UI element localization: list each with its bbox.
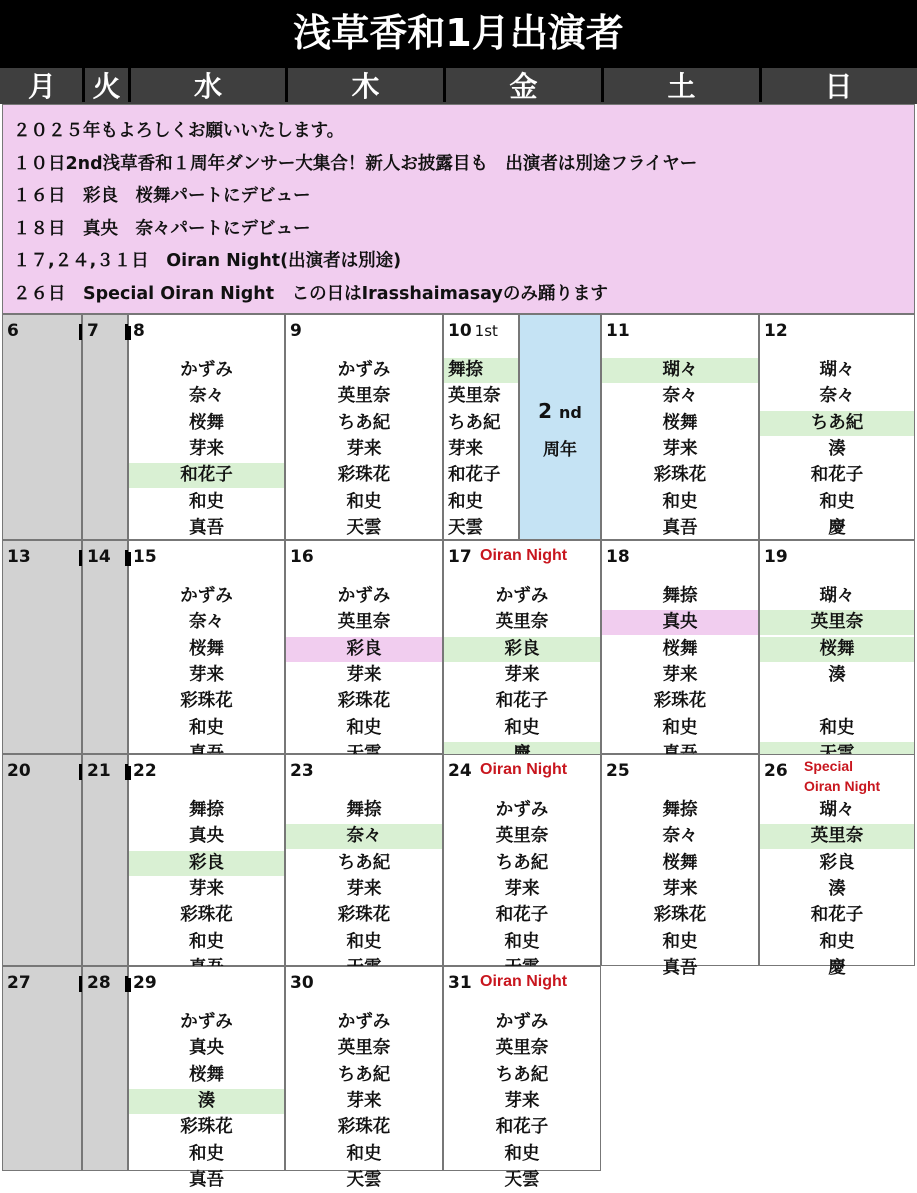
performer-name: 彩珠花 (337, 905, 391, 925)
performer-name: 瑚々 (602, 358, 758, 383)
day-number: 28 (87, 973, 111, 993)
day-number (448, 973, 472, 993)
performer-name: 瑚々 (819, 586, 855, 606)
performer-name: 芽来 (662, 665, 698, 685)
anniversary-label (520, 399, 600, 423)
weekday-thu: 木 (285, 68, 443, 102)
day-number (448, 547, 472, 567)
anniversary-cell (519, 314, 601, 540)
performer-name: 瑚々 (819, 360, 855, 380)
day-number (764, 761, 788, 781)
day-number (290, 761, 314, 781)
performer-name: 舞捺 (662, 800, 698, 820)
performer-name: 真央 (189, 826, 224, 846)
day-number-value: 29 (133, 973, 157, 993)
day-cell (285, 314, 443, 540)
announcement-line: ２６日 Special Oiran Night この日はIrasshaimasayのみ踊ります (13, 283, 608, 304)
performer-name: 和花子 (129, 463, 284, 488)
day-number-value: 17 (448, 547, 472, 567)
performer-name: 奈々 (662, 826, 698, 846)
performer-name: ちあ紀 (337, 1065, 391, 1085)
performer-name: 湊 (828, 439, 846, 459)
performer-name: かずみ (337, 360, 391, 380)
announcement-box (2, 104, 915, 314)
cell-divider (128, 326, 131, 340)
cell-divider (128, 766, 131, 780)
page-title: 浅草香和1月出演者 (0, 0, 917, 68)
day-cell (128, 966, 285, 1190)
performer-name: 英里奈 (337, 612, 391, 632)
day-number-value: 22 (133, 761, 157, 781)
anniversary-word: 周年 (543, 440, 577, 460)
performer-name: かずみ (337, 1012, 391, 1032)
day-number-value: 8 (133, 321, 145, 341)
weekday-sun: 日 (759, 68, 915, 102)
performer-name: 湊 (828, 879, 846, 899)
day-number-value: 19 (764, 547, 788, 567)
cell-divider (128, 978, 131, 992)
calendar-grid (0, 314, 917, 1190)
day-cell (443, 754, 601, 966)
performer-name: 英里奈 (760, 824, 914, 849)
performer-name: 和花子 (495, 905, 549, 925)
weekday-header (0, 68, 917, 104)
performer-name: かずみ (495, 800, 549, 820)
performer-name: 真吾 (662, 518, 698, 538)
day-number: 13 (7, 547, 31, 567)
performer-name: 英里奈 (495, 1038, 549, 1058)
performer-name: 彩珠花 (337, 691, 391, 711)
performer-name: 彩珠花 (180, 691, 233, 711)
performer-name: 桜舞 (189, 413, 224, 433)
day-number-value: 11 (606, 321, 630, 341)
performer-name: ちあ紀 (337, 413, 391, 433)
weekday-fri: 金 (443, 68, 601, 102)
day-number (290, 547, 314, 567)
performer-name: 英里奈 (495, 612, 549, 632)
performer-name: 天雲 (346, 518, 382, 538)
performer-name: 和史 (662, 932, 698, 952)
performer-name: 舞捺 (662, 586, 698, 606)
performer-name: 芽来 (346, 665, 382, 685)
day-cell (443, 540, 601, 754)
performer-name: 芽来 (662, 439, 698, 459)
performer-name: 芽来 (189, 665, 224, 685)
day-number-value: 30 (290, 973, 314, 993)
performer-name: 和史 (189, 1144, 224, 1164)
day-number (133, 547, 157, 567)
closed-day-cell (82, 314, 128, 540)
performer-name: 和史 (189, 932, 224, 952)
closed-day-cell (2, 314, 82, 540)
performer-name: 和史 (819, 718, 855, 738)
special-tag-line: Special (804, 758, 854, 774)
performer-name: 英里奈 (337, 386, 391, 406)
performer-name: 英里奈 (337, 1038, 391, 1058)
day-number (448, 321, 498, 341)
day-number (133, 761, 157, 781)
performer-name: 和史 (819, 932, 855, 952)
performer-name: 芽来 (346, 879, 382, 899)
day-number-value: 26 (764, 761, 788, 781)
special-oiran-night-tag (804, 756, 880, 796)
performer-name: 和花子 (448, 465, 501, 485)
oiran-night-tag: Oiran Night (480, 973, 568, 990)
day-cell (601, 754, 759, 978)
day-number: 6 (7, 321, 19, 341)
performer-name: 真吾 (189, 1170, 224, 1190)
day-number (133, 321, 145, 341)
performer-name: かずみ (180, 586, 233, 606)
day-number-value: 15 (133, 547, 157, 567)
performer-name: 奈々 (819, 386, 855, 406)
day-number-value: 25 (606, 761, 630, 781)
performer-name: 彩珠花 (653, 465, 707, 485)
day-number (290, 973, 314, 993)
day-number: 7 (87, 321, 99, 341)
day-subtitle: 1st (474, 322, 498, 340)
performer-name: 彩珠花 (337, 1117, 391, 1137)
day-number (606, 761, 630, 781)
performer-name: 和花子 (810, 905, 864, 925)
performer-name: 和史 (662, 492, 698, 512)
announcement-line: ２０２５年もよろしくお願いいたします。 (13, 121, 345, 141)
day-number-value: 23 (290, 761, 314, 781)
performer-name: 彩良 (129, 851, 284, 876)
performer-name: 桜舞 (662, 639, 698, 659)
closed-day-cell (82, 754, 128, 966)
performer-name: 和史 (504, 718, 540, 738)
performer-name: 和史 (189, 492, 224, 512)
performer-name: かずみ (180, 360, 233, 380)
performer-name: 和史 (346, 718, 382, 738)
day-number (606, 547, 630, 567)
weekday-mon: 月 (2, 68, 82, 102)
day-number-value: 16 (290, 547, 314, 567)
closed-day-cell (82, 540, 128, 754)
performer-name: 天雲 (346, 1170, 382, 1190)
performer-name: かずみ (495, 1012, 549, 1032)
performer-name: 和史 (662, 718, 698, 738)
day-cell (601, 314, 759, 540)
performer-name: 和史 (504, 1144, 540, 1164)
performer-name: 桜舞 (760, 637, 914, 662)
performer-name: 彩珠花 (180, 1117, 233, 1137)
performer-name: 彩珠花 (337, 465, 391, 485)
closed-day-cell (2, 540, 82, 754)
day-number: 20 (7, 761, 31, 781)
weekday-sat: 土 (601, 68, 759, 102)
performer-name: 彩珠花 (180, 905, 233, 925)
performer-name: 和史 (448, 492, 483, 512)
closed-day-cell (2, 754, 82, 966)
performer-name: かずみ (180, 1012, 233, 1032)
performer-name (760, 689, 914, 714)
performer-name: 奈々 (662, 386, 698, 406)
performer-name: かずみ (495, 586, 549, 606)
performer-name: 芽来 (189, 439, 224, 459)
day-cell (759, 540, 915, 754)
day-number-value: 9 (290, 321, 302, 341)
performer-name: ちあ紀 (495, 1065, 549, 1085)
performer-name: 和史 (504, 932, 540, 952)
performer-name: 真吾 (189, 518, 224, 538)
announcement-line: １０日2nd浅草香和１周年ダンサー大集合！新人お披露目も 出演者は別途フライヤー (13, 153, 698, 174)
performer-name: 瑚々 (819, 800, 855, 820)
day-cell (128, 314, 285, 540)
performer-name: 慶 (828, 518, 846, 538)
performer-name: ちあ紀 (337, 853, 391, 873)
performer-name: 彩珠花 (653, 905, 707, 925)
closed-day-cell (82, 966, 128, 1171)
performer-name: 和花子 (495, 691, 549, 711)
day-cell (285, 540, 443, 754)
performer-name: 和史 (819, 492, 855, 512)
performer-name: 真吾 (662, 958, 698, 978)
day-cell (443, 314, 519, 540)
announcement-line: １６日 彩良 桜舞パートにデビュー (13, 186, 311, 207)
day-number (290, 321, 302, 341)
performer-name: 舞捺 (189, 800, 224, 820)
performer-name: かずみ (337, 586, 391, 606)
day-cell (128, 754, 285, 966)
day-cell (443, 966, 601, 1190)
performer-name: 芽来 (504, 879, 540, 899)
performer-name: 和花子 (495, 1117, 549, 1137)
performer-name: 芽来 (504, 665, 540, 685)
performer-name: 和史 (346, 1144, 382, 1164)
performer-name: 湊 (828, 665, 846, 685)
announcement-line: １７,２４,３１日 Oiran Night(出演者は別途) (13, 251, 402, 272)
day-cell (285, 966, 443, 1190)
closed-day-cell (2, 966, 82, 1171)
performer-name: 和史 (346, 492, 382, 512)
anniversary-number: 2 (538, 399, 553, 423)
announcement-line: １８日 真央 奈々パートにデビュー (13, 218, 311, 239)
performer-name: 慶 (828, 958, 846, 978)
day-number (764, 547, 788, 567)
performer-name: 桜舞 (662, 413, 698, 433)
day-cell (601, 540, 759, 754)
performer-name: 彩良 (286, 637, 442, 662)
performer-name: 芽来 (448, 439, 483, 459)
performer-name: 桜舞 (189, 1065, 224, 1085)
performer-name: 奈々 (286, 824, 442, 849)
performer-name: 彩良 (819, 853, 855, 873)
day-cell (759, 754, 915, 978)
day-number (448, 761, 472, 781)
day-number-value: 12 (764, 321, 788, 341)
performer-name: ちあ紀 (448, 413, 501, 433)
performer-name: ちあ紀 (495, 853, 549, 873)
day-number: 21 (87, 761, 111, 781)
performer-name: 和史 (189, 718, 224, 738)
performer-name: 桜舞 (189, 639, 224, 659)
special-tag-line: Oiran Night (804, 778, 881, 794)
performer-name: 和花子 (810, 465, 864, 485)
day-cell (759, 314, 915, 540)
performer-name: 舞捺 (444, 358, 518, 383)
performer-name: 芽来 (346, 439, 382, 459)
performer-name: 真央 (602, 610, 758, 635)
performer-name: 天雲 (504, 1170, 540, 1190)
performer-name: ちあ紀 (760, 411, 914, 436)
day-number: 27 (7, 973, 31, 993)
day-number (764, 321, 788, 341)
performer-name: 真央 (189, 1038, 224, 1058)
performer-name: 桜舞 (662, 853, 698, 873)
weekday-tue: 火 (82, 68, 128, 102)
weekday-wed: 水 (128, 68, 285, 102)
performer-name: 和史 (346, 932, 382, 952)
performer-name: 芽来 (346, 1091, 382, 1111)
performer-name: 天雲 (448, 518, 483, 538)
performer-name: 芽来 (504, 1091, 540, 1111)
performer-name: 彩良 (444, 637, 600, 662)
performer-name: 英里奈 (760, 610, 914, 635)
day-number-value: 10 (448, 321, 472, 341)
performer-name: 奈々 (189, 612, 224, 632)
day-number-value: 24 (448, 761, 472, 781)
performer-name: 湊 (129, 1089, 284, 1114)
performer-name: 奈々 (189, 386, 224, 406)
performer-name: 彩珠花 (653, 691, 707, 711)
day-number (133, 973, 157, 993)
performer-name: 芽来 (662, 879, 698, 899)
oiran-night-tag: Oiran Night (480, 761, 568, 778)
oiran-night-tag: Oiran Night (480, 547, 568, 564)
day-number: 14 (87, 547, 111, 567)
day-cell (128, 540, 285, 754)
cell-divider (128, 552, 131, 566)
day-number-value: 31 (448, 973, 472, 993)
day-number (606, 321, 630, 341)
performer-name: 英里奈 (495, 826, 549, 846)
performer-name: 芽来 (189, 879, 224, 899)
performer-name: 英里奈 (448, 386, 501, 406)
performer-name: 舞捺 (346, 800, 382, 820)
day-number-value: 18 (606, 547, 630, 567)
anniversary-suffix: nd (559, 403, 582, 422)
day-cell (285, 754, 443, 966)
